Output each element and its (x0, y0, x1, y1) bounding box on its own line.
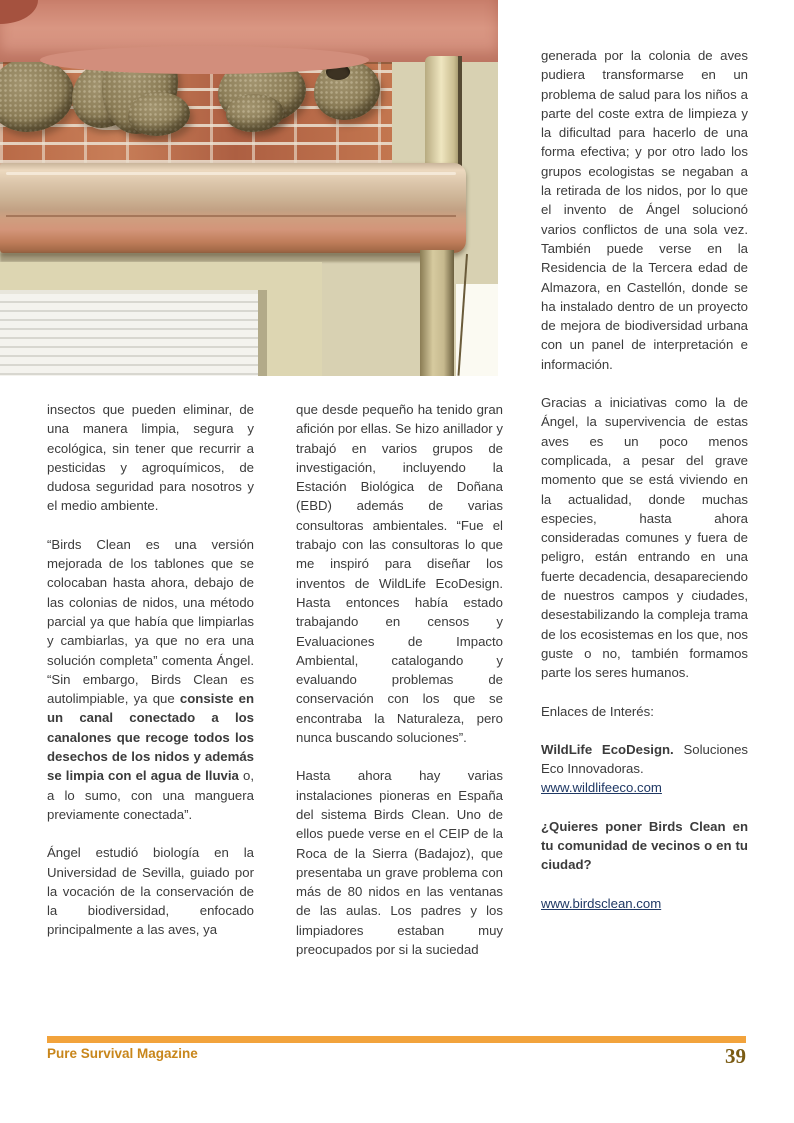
article-photo (0, 0, 498, 376)
downpipe-upper (425, 56, 461, 176)
wall-seam (458, 56, 462, 176)
window-jamb (258, 290, 267, 376)
page-number: 39 (725, 1044, 746, 1068)
footer-rule (47, 1036, 746, 1043)
quote-text: o, a lo sumo, con una manguera previamente conectada”. (47, 768, 254, 822)
paragraph (541, 894, 748, 913)
wildlife-ecodesign-tagline: Soluciones Eco Innovadoras. (541, 741, 748, 777)
roof-eave (0, 0, 498, 62)
window-roller-shutter (0, 290, 258, 376)
paragraph (47, 535, 254, 824)
birds-clean-gutter (0, 163, 466, 253)
wildlife-ecodesign-name: WildLife EcoDesign. (541, 741, 674, 757)
column-right (541, 46, 748, 913)
column-middle (296, 400, 503, 959)
quote-text: “Birds Clean es una versión mejorada de los tablones que se colocaban hasta ahora, debajo de las colonias de nidos, una método parcial ya que había que limpiarlas y cambiarlas, ya que no era una solución completa” comenta Ángel. “Sin embargo, Birds Clean es autolimpiable, ya que (47, 536, 254, 707)
paragraph: Ángel estudió biología en la Universidad de Sevilla, guiado por la vocación de la conservación de la biodiversidad, enfocado principalmente a las aves, ya (47, 845, 254, 938)
gutter-shadow (0, 253, 430, 262)
paragraph: generada por la colonia de aves pudiera transformarse en un problema de salud para los niños a parte del coste extra de limpieza y la dificultad para hacerlo de una forma efectiva; y por otro lado los grupos ecologistas se negaban a la retirada de los nidos, por lo que el invento de Ángel solucionó varios conflictos de una sola vez. También puede verse en la Residencia de la Tercera edad de Almazora, en Castellón, donde se ha instalado dentro de un proyecto de mejora de biodiversidad urbana con un panel de interpretación e información. (541, 48, 748, 372)
paragraph: Hasta ahora hay varias instalaciones pioneras en España del sistema Birds Clean. Uno de ellos puede verse en el CEIP de la Roca de la Sierra (Badajoz), que presentaba un grave problema con más de 80 nidos en las ventanas de las aulas. Los padres y los limpiadores estaban muy preocupados por si la suciedad (296, 768, 503, 958)
birds-clean-cta: ¿Quieres poner Birds Clean en tu comunidad de vecinos o en tu ciudad? (541, 818, 748, 873)
column-left (47, 400, 254, 940)
paragraph: insectos que pueden eliminar, de una manera limpia, segura y ecológica, sin tener que recurrir a pesticidas y agroquímicos, de dudosa seguridad para nosotros y el medio ambiente. (47, 402, 254, 514)
paragraph (541, 740, 748, 798)
paragraph: que desde pequeño ha tenido gran afición por ellas. Se hizo anillador y trabajó en varios grupos de investigación, incluyendo la Estación Biológica de Doñana (EBD) además de varias consultoras ambientales. “Fue el trabajo con las consultoras lo que me inspiró para diseñar los inventos de WildLife EcoDesign. Hasta entonces había estado trabajando en censos y Evaluaciones de Impacto Ambiental, catalogando y evaluando problemas de conservación con los que se encontraba la Naturaleza, pero nunca buscando soluciones”. (296, 402, 503, 746)
downpipe-lower (420, 250, 454, 376)
magazine-title: Pure Survival Magazine (47, 1046, 198, 1061)
birdsclean-link[interactable]: www.birdsclean.com (541, 895, 662, 911)
links-heading: Enlaces de Interés: (541, 703, 654, 719)
quote-bold-text: consiste en un canal conectado a los canalones que recoge todos los desechos de los nidos y además se limpia con el agua de lluvia (47, 691, 254, 784)
wildlifeeco-link[interactable]: www.wildlifeeco.com (541, 780, 662, 796)
paragraph: Gracias a iniciativas como la de Ángel, la supervivencia de estas aves es un poco menos complicada, a pesar del grave momento que se está viviendo en la actualidad, donde muchas especies, hasta ahora consideradas comunes y fuera de peligro, están entrando en una fuerte decadencia, desapareciendo de nuestros campos y ciudades, desestabilizando la compleja trama de los ecosistemas en los que, nos guste o no, también formamos parte los seres humanos. (541, 395, 748, 681)
